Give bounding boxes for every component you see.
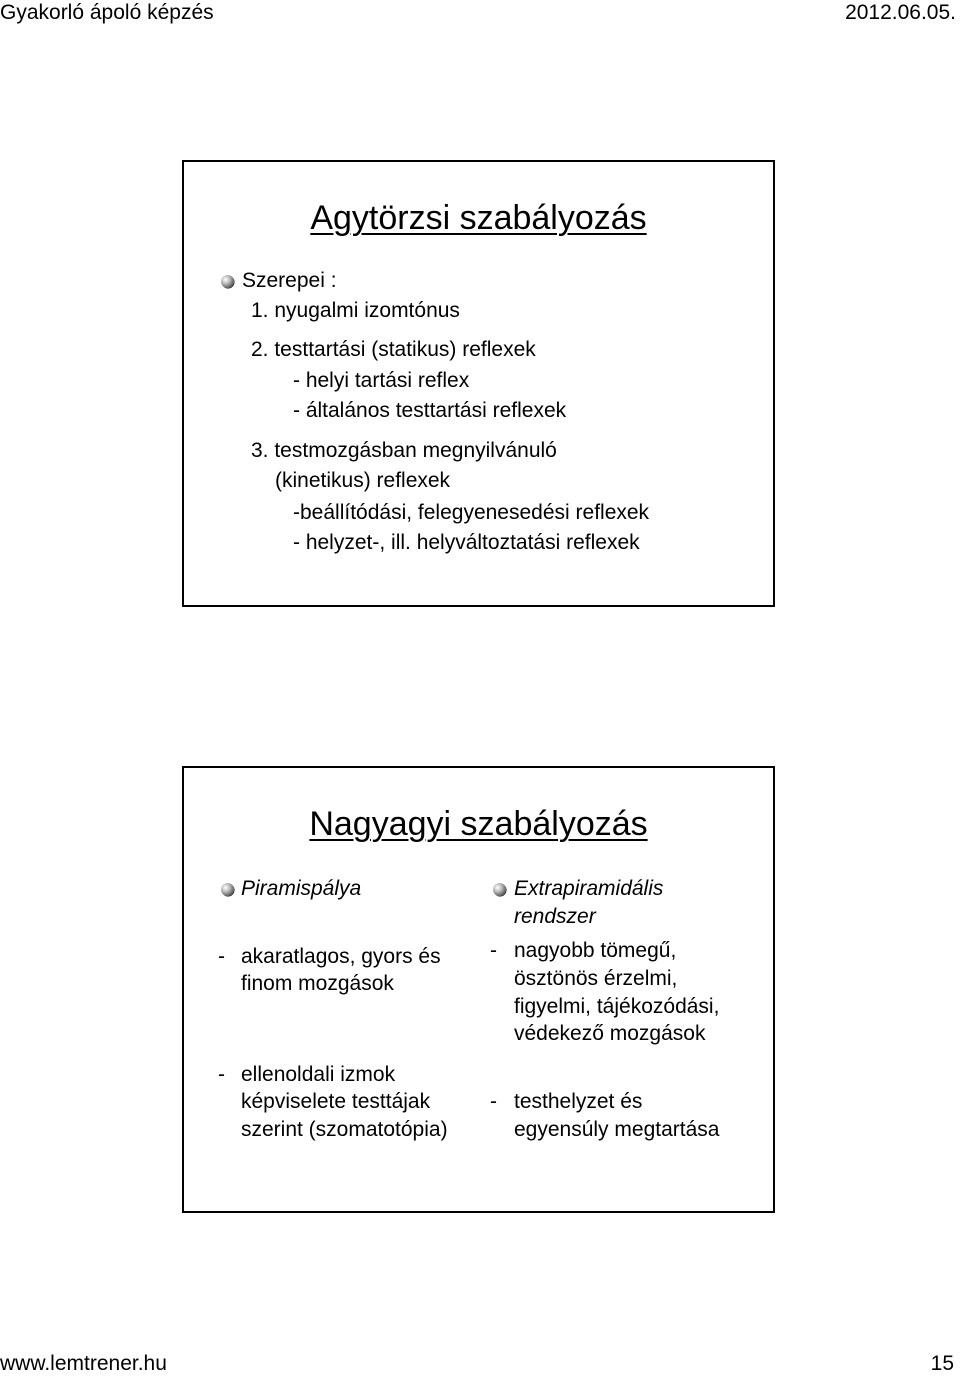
bullet-icon xyxy=(221,883,234,896)
slide-agytorzsi xyxy=(182,160,775,607)
list-item: - helyzet-, ill. helyváltoztatási reflexek xyxy=(293,531,640,554)
list-item: képviselete testtájak xyxy=(241,1090,431,1113)
list-item: (kinetikus) reflexek xyxy=(275,469,451,492)
dash: - xyxy=(490,939,497,962)
list-item: egyensúly megtartása xyxy=(514,1118,720,1141)
list-item: 1. nyugalmi izomtónus xyxy=(251,299,460,322)
list-item: védekező mozgások xyxy=(514,1022,706,1045)
dash: - xyxy=(218,945,225,968)
list-item: szerint (szomatotópia) xyxy=(241,1118,448,1141)
header-title: Gyakorló ápoló képzés xyxy=(0,1,214,24)
slide-nagyagyi xyxy=(182,766,775,1213)
list-item: testhelyzet és xyxy=(514,1090,643,1113)
list-item: 2. testtartási (statikus) reflexek xyxy=(251,338,536,361)
header-date: 2012.06.05. xyxy=(845,1,956,24)
list-item: 3. testmozgásban megnyilvánuló xyxy=(251,439,557,462)
list-item: figyelmi, tájékozódási, xyxy=(514,995,720,1018)
dash: - xyxy=(490,1090,497,1113)
list-item: ösztönös érzelmi, xyxy=(514,967,678,990)
bullet-icon xyxy=(221,275,234,288)
page-number: 15 xyxy=(930,1352,954,1375)
list-item: akaratlagos, gyors és xyxy=(241,945,441,968)
list-item: - helyi tartási reflex xyxy=(293,369,470,392)
list-item: ellenoldali izmok xyxy=(241,1063,396,1086)
right-heading: rendszer xyxy=(514,905,596,928)
list-item: -beállítódási, felegyenesedési reflexek xyxy=(293,501,650,524)
bullet-icon xyxy=(493,883,506,896)
list-item: finom mozgások xyxy=(241,972,394,995)
list-item: - általános testtartási reflexek xyxy=(293,399,567,422)
slide-title: Agytörzsi szabályozás xyxy=(310,199,647,237)
footer-url: www.lemtrener.hu xyxy=(0,1352,167,1375)
slide-title: Nagyagyi szabályozás xyxy=(309,805,648,843)
dash: - xyxy=(218,1063,225,1086)
right-heading: Extrapiramidális xyxy=(514,877,664,900)
left-heading: Piramispálya xyxy=(241,877,362,900)
intro-text: Szerepei : xyxy=(242,269,337,292)
list-item: nagyobb tömegű, xyxy=(514,939,677,962)
